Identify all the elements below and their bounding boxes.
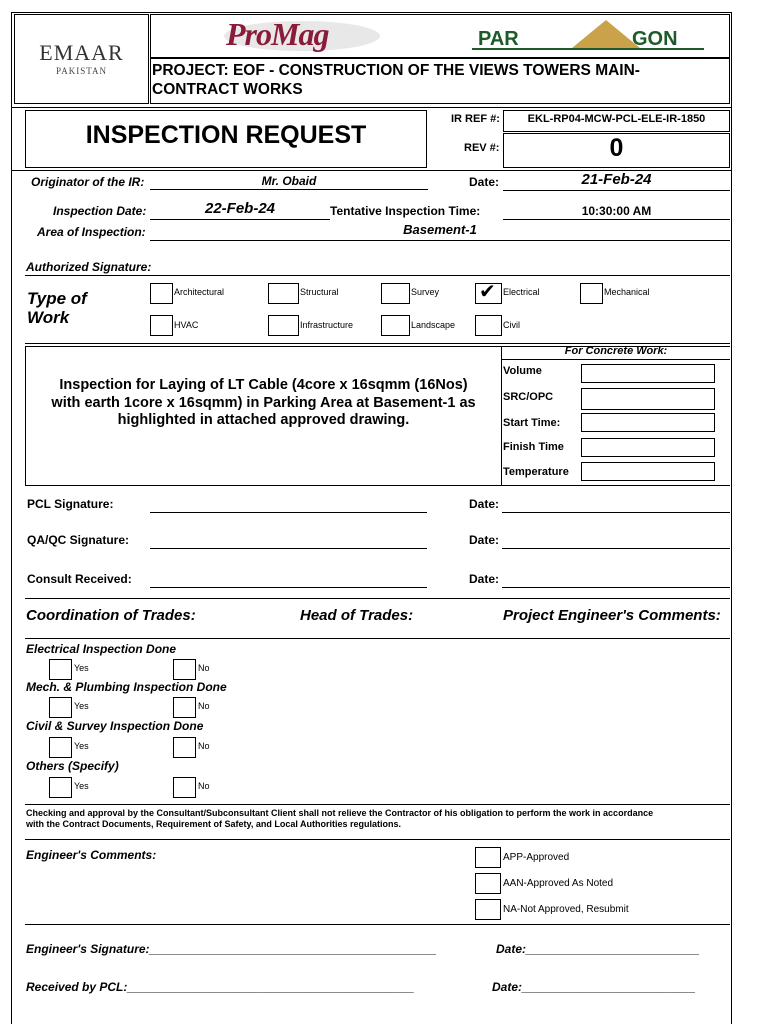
checkbox-hvac[interactable] [150, 315, 173, 336]
na-label: NA-Not Approved, Resubmit [503, 904, 629, 915]
divider [25, 924, 730, 925]
disclaimer [26, 808, 653, 830]
label-hvac: HVAC [174, 320, 199, 330]
description-line3: highlighted in attached approved drawing. [117, 412, 410, 428]
inspection-date-underline [150, 219, 330, 220]
qaqc-signature-line [150, 548, 427, 549]
others-label: Others (Specify) [26, 759, 119, 773]
volume-label: Volume [503, 365, 542, 377]
area-underline [150, 240, 730, 241]
mech-yes-checkbox[interactable] [49, 697, 72, 718]
civil-yes-checkbox[interactable] [49, 737, 72, 758]
src-opc-field[interactable] [581, 388, 715, 410]
tentative-time-value: 10:30:00 AM [581, 204, 652, 218]
originator-underline [150, 189, 428, 190]
emaar-logo-sub: PAKISTAN [56, 66, 107, 76]
disclaimer-line1: Checking and approval by the Consultant/Subconsultant Client shall not relieve the Contractor of his obligation to perform the work in accordance [26, 808, 654, 818]
label-survey: Survey [411, 287, 440, 297]
paragon-logo-left: PAR [478, 28, 519, 50]
checkbox-landscape[interactable] [381, 315, 410, 336]
paragon-logo [472, 18, 704, 52]
pcl-signature-line [150, 512, 427, 513]
divider [25, 638, 730, 639]
label-civil: Civil [503, 320, 520, 330]
page-title: INSPECTION REQUEST [85, 121, 367, 149]
mech-yes-label: Yes [74, 701, 89, 711]
emaar-logo-text: EMAAR [39, 40, 124, 65]
label-mechanical: Mechanical [604, 287, 650, 297]
app-label: APP-Approved [503, 852, 570, 863]
rev-value: 0 [609, 134, 624, 162]
promag-logo-text: ProMag [226, 16, 329, 52]
inspection-date-label: Inspection Date: [53, 204, 147, 218]
divider [25, 598, 730, 599]
pcl-date-line [502, 512, 730, 513]
temperature-field[interactable] [581, 462, 715, 481]
description-line2: with earth 1core x 16sqmm) in Parking Area at Basement-1 as [51, 394, 476, 411]
qaqc-date-label: Date: [469, 533, 500, 547]
label-infrastructure: Infrastructure [300, 320, 354, 330]
checkbox-infrastructure[interactable] [268, 315, 299, 336]
consult-date-label: Date: [469, 572, 500, 586]
start-time-label: Start Time: [503, 417, 561, 429]
authorized-signature-label: Authorized Signature: [26, 260, 152, 274]
ir-ref-value: EKL-RP04-MCW-PCL-ELE-IR-1850 [527, 113, 706, 125]
divider [25, 839, 730, 840]
checkbox-structural[interactable] [268, 283, 299, 304]
tentative-time-underline [503, 219, 730, 220]
date-label: Date: [469, 175, 500, 189]
concrete-heading: For Concrete Work: [564, 345, 668, 357]
others-yes-label: Yes [74, 781, 89, 791]
na-checkbox[interactable] [475, 899, 501, 920]
electrical-done-label: Electrical Inspection Done [26, 642, 177, 656]
promag-logo [222, 16, 382, 54]
electrical-yes-label: Yes [74, 663, 89, 673]
project-line1: PROJECT: EOF - CONSTRUCTION OF THE VIEWS TOWERS MAIN- [152, 62, 640, 79]
qaqc-date-line [502, 548, 730, 549]
inspection-date-value: 22-Feb-24 [204, 200, 276, 217]
divider [25, 485, 730, 486]
type-of-work-line2: Work [27, 308, 70, 327]
divider [11, 107, 732, 108]
originator-label: Originator of the IR: [31, 175, 145, 189]
area-value: Basement-1 [403, 222, 477, 237]
consult-received-line [150, 587, 427, 588]
divider [25, 275, 730, 276]
pe-comments-heading: Project Engineer's Comments: [503, 607, 721, 624]
pcl-signature-label: PCL Signature: [27, 497, 114, 511]
civil-no-checkbox[interactable] [173, 737, 196, 758]
checkbox-architectural[interactable] [150, 283, 173, 304]
mech-done-label: Mech. & Plumbing Inspection Done [26, 680, 227, 694]
electrical-no-checkbox[interactable] [173, 659, 196, 680]
checkbox-civil[interactable] [475, 315, 502, 336]
emaar-logo [14, 40, 149, 76]
ir-ref-label: IR REF #: [451, 113, 500, 125]
checkbox-survey[interactable] [381, 283, 410, 304]
electrical-no-label: No [198, 663, 210, 673]
head-of-trades-heading: Head of Trades: [300, 607, 414, 624]
type-of-work-label [27, 289, 87, 327]
others-no-checkbox[interactable] [173, 777, 196, 798]
label-architectural: Architectural [174, 287, 225, 297]
mech-no-checkbox[interactable] [173, 697, 196, 718]
date-underline [503, 190, 730, 191]
checkbox-mechanical[interactable] [580, 283, 603, 304]
label-structural: Structural [300, 287, 339, 297]
date-value: 21-Feb-24 [581, 171, 652, 188]
consult-date-line [502, 587, 730, 588]
pcl-date-label: Date: [469, 497, 500, 511]
received-date-line: Date:__________________________ [492, 980, 696, 994]
civil-yes-label: Yes [74, 741, 89, 751]
app-checkbox[interactable] [475, 847, 501, 868]
tentative-time-label: Tentative Inspection Time: [330, 204, 481, 218]
finish-time-field[interactable] [581, 438, 715, 457]
engineer-signature-line: Engineer's Signature:___________________________________________ [26, 942, 437, 956]
type-of-work-line1: Type of [27, 289, 87, 308]
finish-time-label: Finish Time [503, 441, 564, 453]
aan-checkbox[interactable] [475, 873, 501, 894]
received-pcl-line: Received by PCL:___________________________________________ [26, 980, 415, 994]
area-label: Area of Inspection: [37, 225, 146, 239]
civil-no-label: No [198, 741, 210, 751]
divider [25, 804, 730, 805]
divider [501, 359, 730, 360]
originator-value: Mr. Obaid [261, 174, 317, 188]
disclaimer-line2: with the Contract Documents, Requirement of Safety, and Local Authorities regulations. [26, 819, 402, 829]
project-title [152, 61, 640, 99]
project-line2: CONTRACT WORKS [152, 81, 303, 98]
start-time-field[interactable] [581, 413, 715, 432]
electrical-yes-checkbox[interactable] [49, 659, 72, 680]
qaqc-signature-label: QA/QC Signature: [27, 533, 130, 547]
engineer-date-line: Date:__________________________ [496, 942, 700, 956]
consult-received-label: Consult Received: [27, 572, 132, 586]
engineer-comments-label: Engineer's Comments: [26, 848, 157, 862]
rev-label: REV #: [464, 142, 500, 154]
aan-label: AAN-Approved As Noted [503, 878, 614, 889]
temperature-label: Temperature [503, 466, 569, 478]
volume-field[interactable] [581, 364, 715, 383]
description-line1: Inspection for Laying of LT Cable (4core x 16sqmm (16Nos) [59, 377, 468, 393]
coordination-heading: Coordination of Trades: [26, 607, 196, 624]
divider [25, 343, 730, 344]
paragon-logo-right: GON [632, 28, 678, 50]
others-no-label: No [198, 781, 210, 791]
mech-no-label: No [198, 701, 210, 711]
label-landscape: Landscape [411, 320, 456, 330]
others-yes-checkbox[interactable] [49, 777, 72, 798]
check-icon: ✔ [479, 279, 496, 303]
civil-done-label: Civil & Survey Inspection Done [26, 719, 204, 733]
divider [501, 346, 502, 485]
label-electrical: Electrical [503, 287, 540, 297]
src-opc-label: SRC/OPC [503, 391, 554, 403]
inspection-description [26, 377, 501, 430]
